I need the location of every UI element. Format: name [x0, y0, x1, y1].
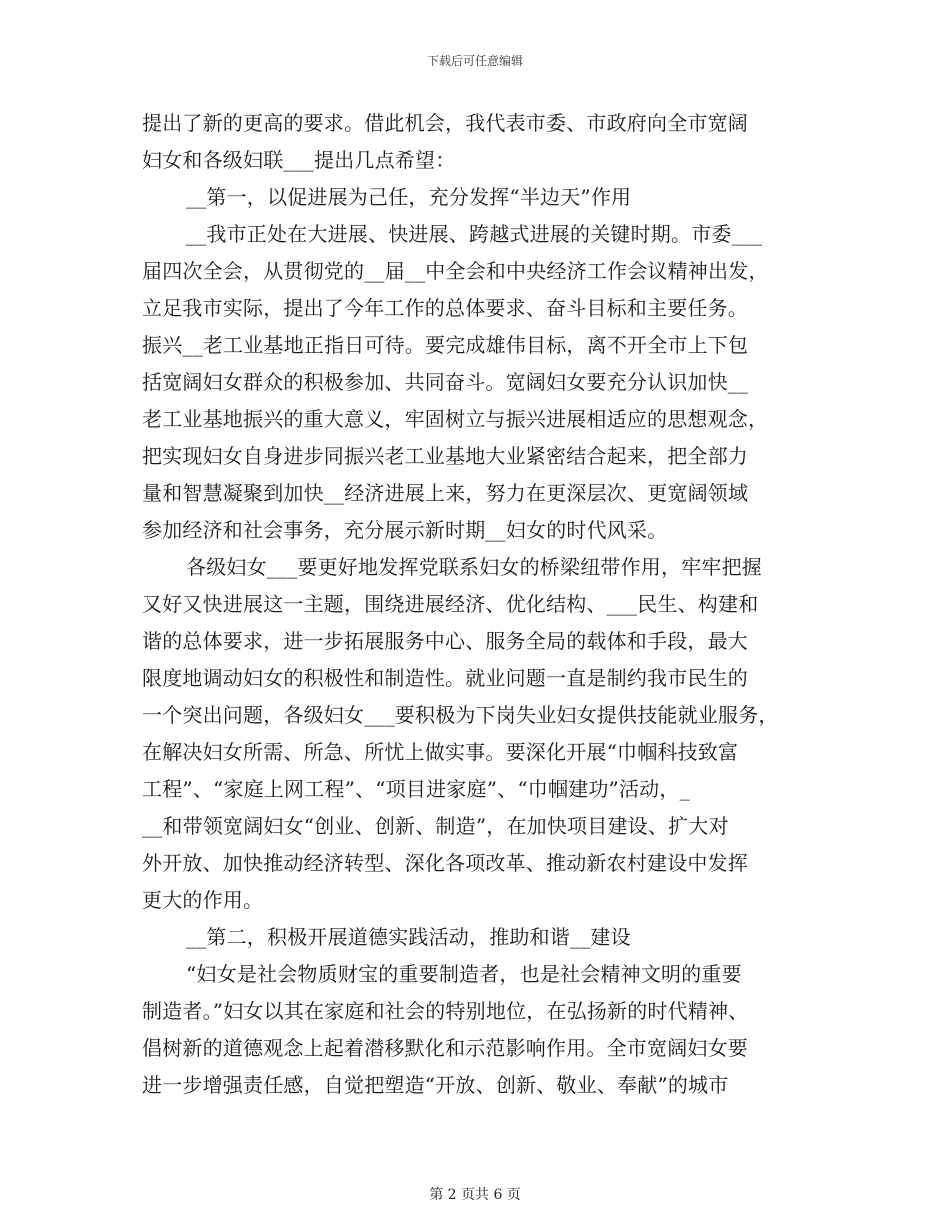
text-line: 届四次全会，从贯彻党的__届__中全会和中央经济工作会议精神出发， [142, 259, 769, 283]
text-line: __和带领宽阔妇女“创业、创新、制造”，在加快项目建设、扩大对 [142, 814, 729, 838]
text-line: 妇女和各级妇联___提出几点希望： [142, 148, 456, 172]
text-line: 把实现妇女自身进步同振兴老工业基地大业紧密结合起来，把全部力 [142, 444, 748, 468]
text-line: 括宽阔妇女群众的积极参加、共同奋斗。宽阔妇女要充分认识加快__ [142, 370, 749, 394]
text-line: “妇女是社会物质财宝的重要制造者，也是社会精神文明的重要 [186, 962, 742, 986]
text-line: 工程”、“家庭上网工程”、“项目进家庭”、“巾帼建功”活动，_ [142, 777, 690, 801]
text-line: 提出了新的更高的要求。借此机会，我代表市委、市政府向全市宽阔 [142, 111, 748, 135]
text-line: 量和智慧凝聚到加快__经济进展上来，努力在更深层次、更宽阔领域 [142, 481, 749, 505]
text-line: 在解决妇女所需、所急、所忧上做实事。要深化开展“巾帼科技致富 [142, 740, 739, 764]
text-line: 参加经济和社会事务，充分展示新时期__妇女的时代风采。 [142, 518, 668, 542]
page-number: 第 2 页共 6 页 [429, 1187, 521, 1203]
text-line: 又好又快进展这一主题，围绕进展经济、优化结构、___民生、构建和 [142, 592, 759, 616]
text-line: 更大的作用。 [142, 888, 264, 912]
text-line: 进一步增强责任感，自觉把塑造“开放、创新、敬业、奉献”的城市 [142, 1073, 729, 1097]
text-line: 限度地调动妇女的积极性和制造性。就业问题一直是制约我市民生的 [142, 666, 748, 690]
text-line: 各级妇女___要更好地发挥党联系妇女的桥梁纽带作用，牢牢把握 [186, 555, 762, 579]
section-heading: __第一，以促进展为己任，充分发挥“半边天”作用 [186, 185, 632, 209]
text-line: 谐的总体要求，进一步拓展服务中心、服务全局的载体和手段，最大 [142, 629, 748, 653]
text-line: 振兴__老工业基地正指日可待。要完成雄伟目标，离不开全市上下包 [142, 333, 749, 357]
page-header: 下载后可任意编辑 [426, 54, 523, 68]
text-line: 制造者。”妇女以其在家庭和社会的特别地位，在弘扬新的时代精神、 [142, 999, 749, 1023]
text-line: 老工业基地振兴的重大意义，牢固树立与振兴进展相适应的思想观念， [142, 407, 769, 431]
text-line: 倡树新的道德观念上起着潜移默化和示范影响作用。全市宽阔妇女要 [142, 1036, 748, 1060]
document-body [142, 105, 812, 1104]
section-heading: __第二，积极开展道德实践活动，推助和谐__建设 [186, 925, 631, 949]
text-line: 一个突出问题，各级妇女___要积极为下岗失业妇女提供技能就业服务， [142, 703, 779, 727]
text-line: 外开放、加快推动经济转型、深化各项改革、推动新农村建设中发挥 [142, 851, 748, 875]
text-line: 立足我市实际，提出了今年工作的总体要求、奋斗目标和主要任务。 [142, 296, 748, 320]
text-line: __我市正处在大进展、快进展、跨越式进展的关键时期。市委___ [186, 222, 763, 246]
